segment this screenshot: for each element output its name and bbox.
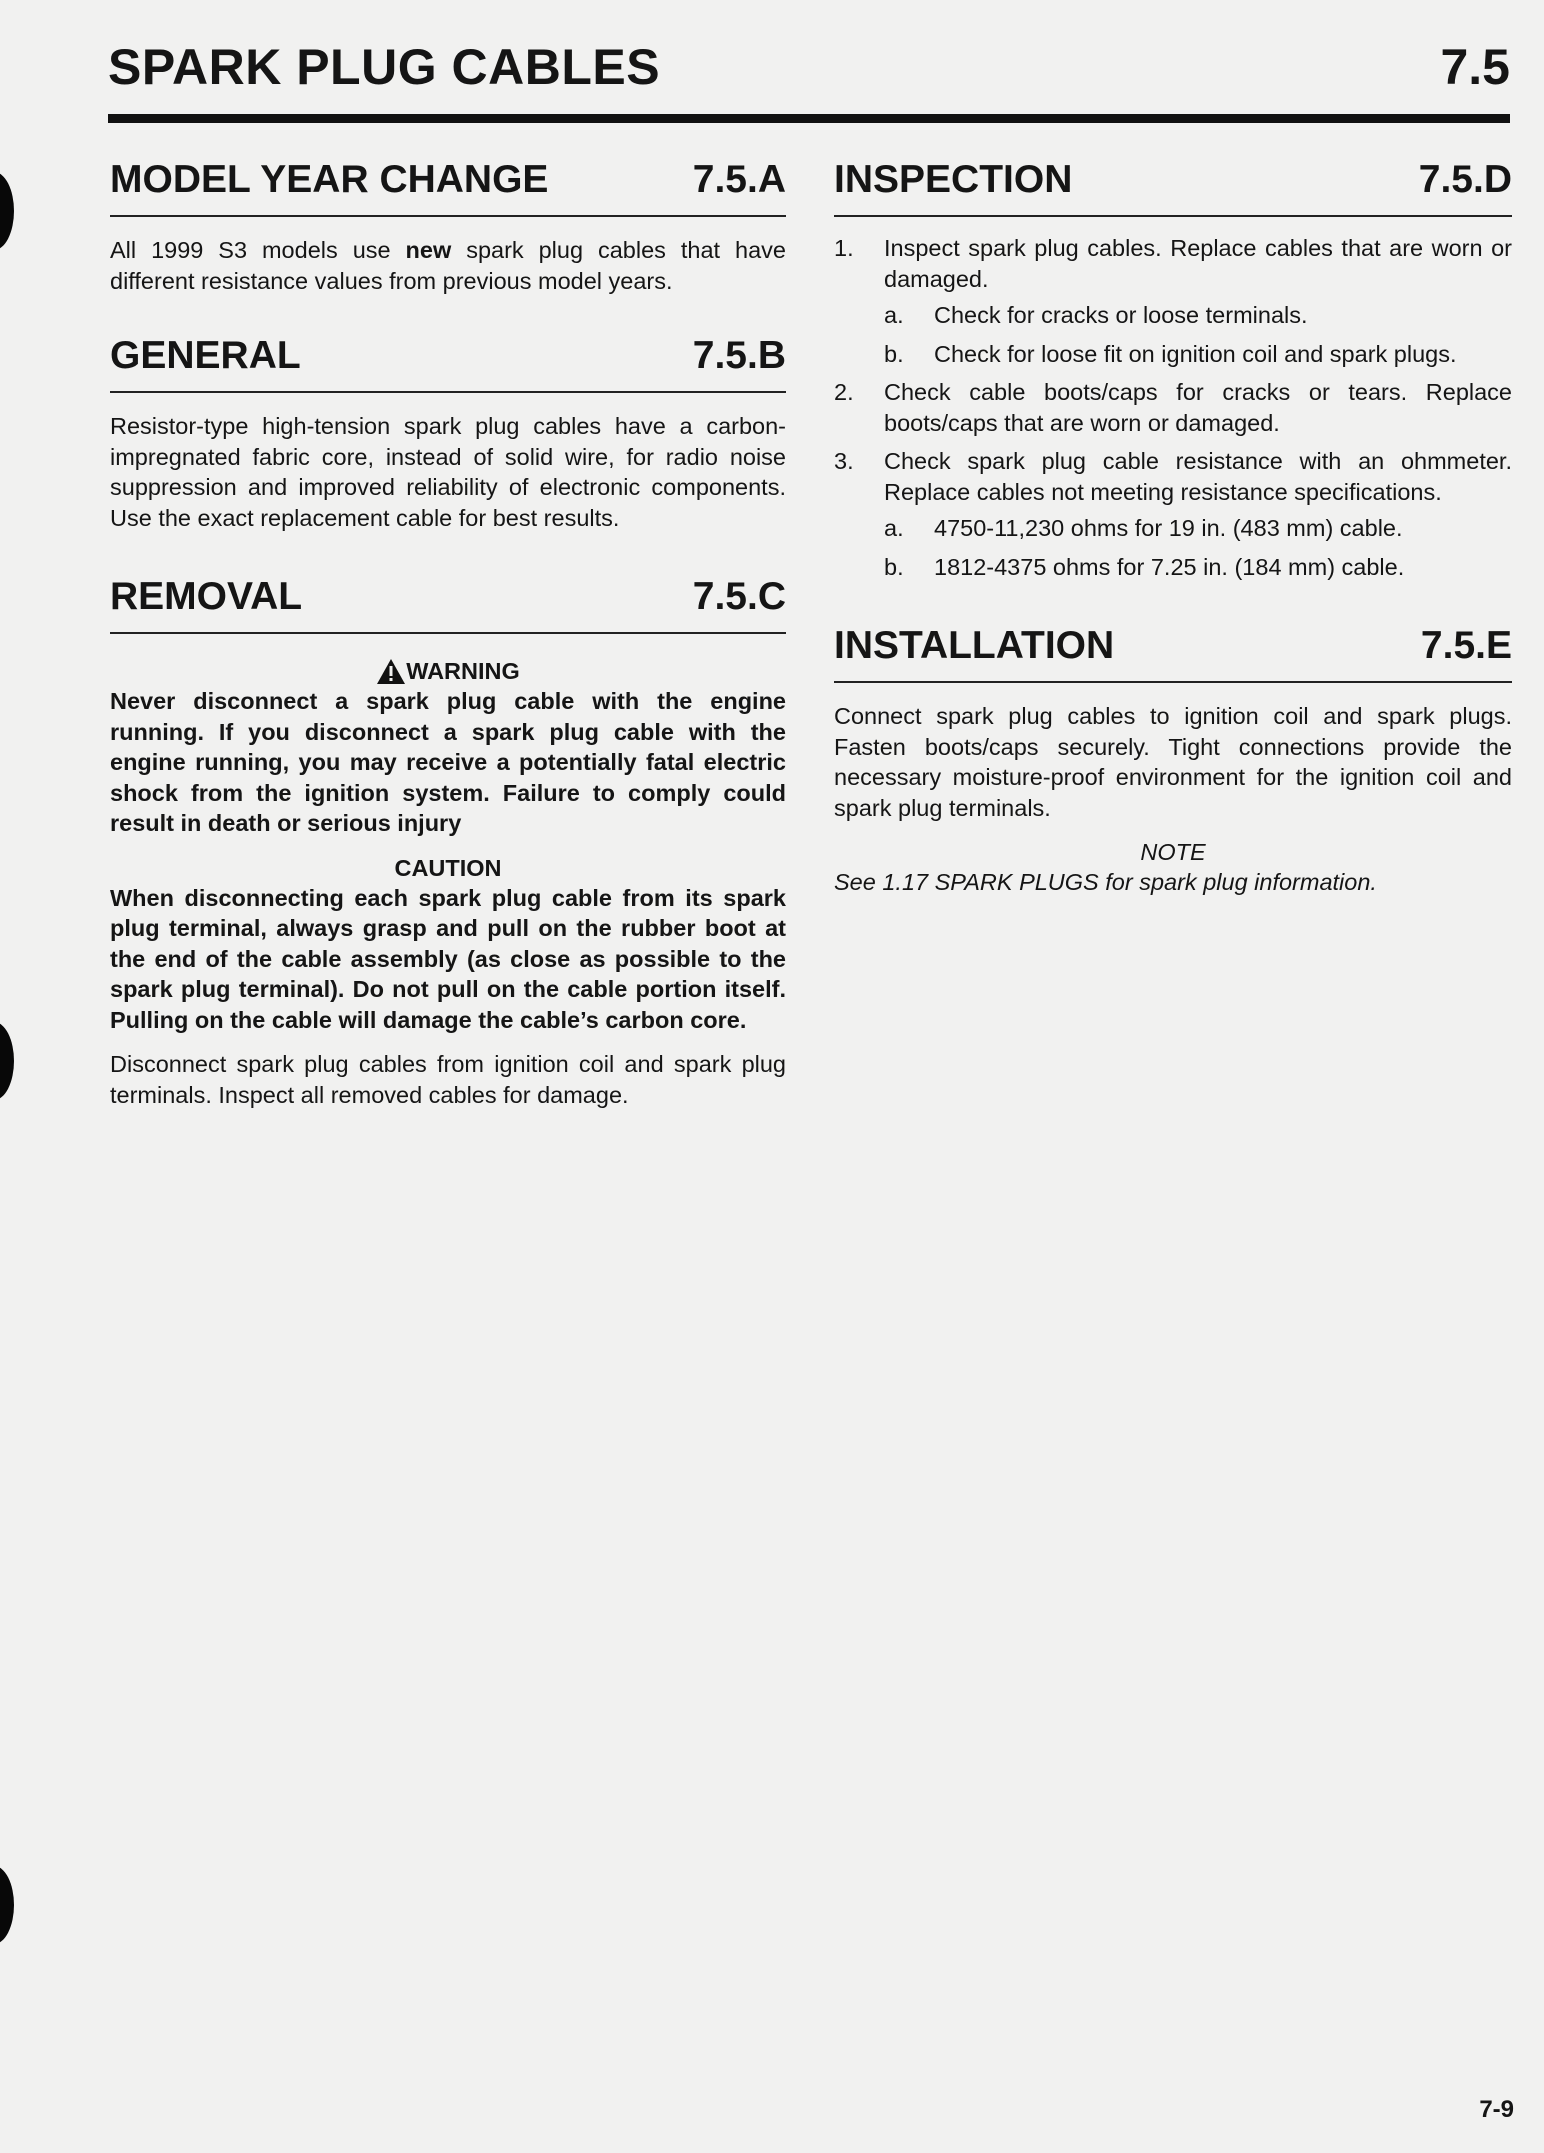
page-section-number: 7.5 bbox=[1440, 39, 1510, 95]
section-header-inspection bbox=[834, 160, 1512, 217]
sub-list-item bbox=[834, 552, 1512, 583]
sub-list-text: 1812-4375 ohms for 7.25 in. (184 mm) cable. bbox=[934, 553, 1405, 580]
section-heading: INSTALLATION bbox=[834, 624, 1115, 667]
sub-list-item bbox=[834, 300, 1512, 331]
section-number: 7.5.B bbox=[692, 334, 786, 377]
caution-text: When disconnecting each spark plug cable from its spark plug terminal, always grasp and pull on the rubber boot at the end of the cable assembly (as close as possible to the spark plug terminal). Do not pull on the cable portion itself. Pulling on the cable will damage the cable’s carbon core. bbox=[110, 884, 786, 1033]
warning-label: WARNING bbox=[406, 658, 520, 684]
warning-text: Never disconnect a spark plug cable with the engine running. If you disconnect a spark plug cable with the engine running, you may receive a potentially fatal electric shock from the ignition system. Failure to comply could result in death or serious injury bbox=[110, 688, 786, 836]
section-number: 7.5.E bbox=[1420, 624, 1512, 667]
list-number: 2. bbox=[834, 379, 854, 405]
note-title: NOTE bbox=[1140, 839, 1206, 865]
text-span: All 1999 S3 models use bbox=[110, 237, 406, 263]
page-footer-number: 7-9 bbox=[1479, 2096, 1514, 2123]
binder-hole bbox=[0, 172, 14, 250]
general-paragraph: Resistor-type high-tension spark plug cables have a carbon-impregnated fabric core, instead of solid wire, for radio noise suppression and improved reliability of electronic components. Use the exact replacement cable for best results. bbox=[110, 413, 786, 531]
page-title: SPARK PLUG CABLES bbox=[108, 39, 661, 95]
binder-hole bbox=[0, 1866, 14, 1944]
list-number: 3. bbox=[834, 448, 854, 474]
installation-paragraph: Connect spark plug cables to ignition coil and spark plugs. Fasten boots/caps securely. Tight connections provide the necessary moisture-proof environment for the ignition coil and spark plug terminals. bbox=[834, 703, 1512, 821]
list-text: Inspect spark plug cables. Replace cables that are worn or damaged. bbox=[884, 235, 1512, 292]
section-header-general bbox=[110, 336, 786, 393]
warning-title bbox=[110, 656, 786, 686]
list-text: Check cable boots/caps for cracks or tears. Replace boots/caps that are worn or damaged. bbox=[884, 379, 1512, 436]
section-header-model-year bbox=[110, 160, 786, 217]
sub-list-text: 4750-11,230 ohms for 19 in. (483 mm) cable. bbox=[934, 515, 1403, 541]
bold-text-span: new bbox=[405, 237, 452, 263]
section-number: 7.5.A bbox=[692, 158, 786, 201]
list-item bbox=[834, 446, 1512, 507]
sub-list-letter: b. bbox=[884, 553, 904, 580]
sub-list-letter: a. bbox=[884, 515, 904, 541]
title-rule bbox=[108, 114, 1510, 123]
list-item bbox=[834, 233, 1512, 294]
sub-list-text: Check for cracks or loose terminals. bbox=[934, 302, 1308, 328]
left-column bbox=[110, 160, 786, 1110]
sub-list-item bbox=[834, 339, 1512, 370]
right-column bbox=[834, 160, 1512, 897]
model-year-paragraph bbox=[110, 235, 786, 296]
removal-paragraph: Disconnect spark plug cables from ignition coil and spark plug terminals. Inspect all removed cables for damage. bbox=[110, 1051, 786, 1108]
binder-hole bbox=[0, 1022, 14, 1100]
inspection-list bbox=[834, 233, 1512, 582]
text-span: spark plug cables that have different resistance values from previous model years. bbox=[110, 237, 786, 294]
list-item bbox=[834, 377, 1512, 438]
note-text: See 1.17 SPARK PLUGS for spark plug information. bbox=[834, 869, 1377, 895]
section-number: 7.5.D bbox=[1418, 158, 1512, 201]
sub-list-letter: a. bbox=[884, 302, 904, 328]
section-heading: INSPECTION bbox=[834, 158, 1073, 201]
list-number: 1. bbox=[834, 235, 854, 261]
section-heading: GENERAL bbox=[110, 334, 301, 377]
section-heading: REMOVAL bbox=[110, 575, 303, 618]
section-heading: MODEL YEAR CHANGE bbox=[110, 158, 549, 201]
sub-list-text: Check for loose fit on ignition coil and spark plugs. bbox=[934, 340, 1457, 367]
list-text: Check spark plug cable resistance with an ohmmeter. Replace cables not meeting resistance specifications. bbox=[884, 448, 1512, 505]
section-number: 7.5.C bbox=[692, 575, 786, 618]
caution-title: CAUTION bbox=[394, 854, 502, 881]
warning-triangle-icon bbox=[376, 658, 406, 685]
section-header-installation bbox=[834, 626, 1512, 683]
sub-list-letter: b. bbox=[884, 340, 904, 367]
section-header-removal bbox=[110, 577, 786, 634]
sub-list-item bbox=[834, 513, 1512, 544]
